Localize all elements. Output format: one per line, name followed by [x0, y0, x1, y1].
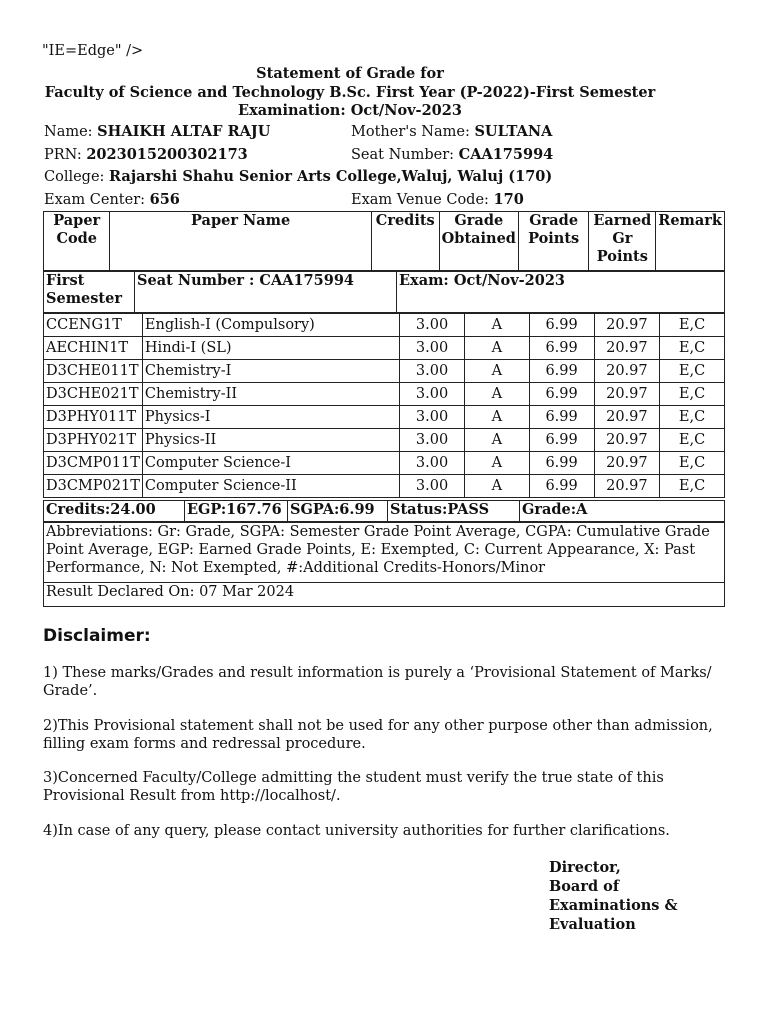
summary-credits: Credits:24.00 [44, 501, 185, 522]
semester-seat-number: Seat Number : CAA175994 [135, 272, 397, 313]
exam-center-value: 656 [149, 191, 180, 208]
prn-value: 2023015200302173 [86, 146, 248, 163]
signature-line-1: Director, [549, 859, 621, 876]
cell-credits: 3.00 [400, 452, 465, 475]
cell-credits: 3.00 [400, 360, 465, 383]
disclaimer-heading: Disclaimer: [43, 626, 151, 646]
cell-remark: E,C [660, 406, 725, 429]
cell-remark: E,C [660, 429, 725, 452]
stray-markup-text: "IE=Edge" /> [42, 43, 144, 59]
cell-earned-points: 20.97 [594, 452, 659, 475]
student-name: SHAIKH ALTAF RAJU [97, 123, 271, 140]
cell-earned-points: 20.97 [594, 475, 659, 498]
cell-credits: 3.00 [400, 383, 465, 406]
cell-paper-name: Computer Science-I [142, 452, 399, 475]
cell-grade-points: 6.99 [529, 406, 594, 429]
cell-grade: A [465, 383, 529, 406]
cell-earned-points: 20.97 [594, 360, 659, 383]
header-grade-obtained: Grade Obtained [439, 212, 518, 271]
title-line-1: Statement of Grade for [256, 65, 444, 82]
cell-remark: E,C [660, 337, 725, 360]
cell-remark: E,C [660, 383, 725, 406]
signature-line-4: Evaluation [549, 916, 636, 933]
cell-paper-name: Physics-II [142, 429, 399, 452]
seat-number-field: Seat Number: CAA175994 [351, 146, 554, 163]
disclaimer-item-3: 3)Concerned Faculty/College admitting the student must verify the true state of this Provisional Result from http://localhost/. [43, 770, 664, 804]
exam-venue-field: Exam Venue Code: 170 [351, 191, 524, 208]
cell-grade: A [465, 475, 529, 498]
cell-grade-points: 6.99 [529, 360, 594, 383]
mother-name: SULTANA [474, 123, 553, 140]
signature-line-2: Board of [549, 878, 620, 895]
summary-grade: Grade:A [520, 501, 725, 522]
college-field: College: Rajarshi Shahu Senior Arts College,Waluj, Waluj (170) [44, 168, 553, 185]
grade-table-header [43, 211, 725, 271]
cell-grade-points: 6.99 [529, 452, 594, 475]
table-row [44, 383, 725, 406]
cell-paper-name: English-I (Compulsory) [142, 314, 399, 337]
cell-earned-points: 20.97 [594, 314, 659, 337]
header-grade-points: Grade Points [518, 212, 588, 271]
prn-field: PRN: 2023015200302173 [44, 146, 248, 163]
disclaimer-heading-block [43, 627, 733, 645]
grade-rows [44, 314, 725, 498]
summary-sgpa: SGPA:6.99 [288, 501, 388, 522]
cell-paper-name: Chemistry-II [142, 383, 399, 406]
semester-header-table [43, 271, 725, 313]
cell-paper-code: AECHIN1T [44, 337, 143, 360]
semester-label: First Semester [44, 272, 135, 313]
signature-block [549, 858, 678, 934]
exam-venue-value: 170 [493, 191, 524, 208]
cell-grade-points: 6.99 [529, 429, 594, 452]
cell-remark: E,C [660, 475, 725, 498]
cell-paper-code: D3CHE021T [44, 383, 143, 406]
cell-paper-name: Hindi-I (SL) [142, 337, 399, 360]
table-row [44, 475, 725, 498]
disclaimer-item-4: 4)In case of any query, please contact university authorities for further clarifications. [43, 823, 670, 839]
header-remark: Remark [656, 212, 725, 271]
cell-credits: 3.00 [400, 314, 465, 337]
cell-grade: A [465, 337, 529, 360]
summary-egp: EGP:167.76 [185, 501, 288, 522]
table-row [44, 314, 725, 337]
table-row [44, 452, 725, 475]
cell-paper-code: D3CMP011T [44, 452, 143, 475]
table-row [44, 406, 725, 429]
name-field: Name: SHAIKH ALTAF RAJU [44, 123, 271, 140]
cell-credits: 3.00 [400, 406, 465, 429]
document-title [30, 65, 670, 121]
table-row [44, 337, 725, 360]
header-paper-name: Paper Name [110, 212, 371, 271]
cell-grade: A [465, 360, 529, 383]
cell-grade: A [465, 452, 529, 475]
semester-exam: Exam: Oct/Nov-2023 [397, 272, 725, 313]
cell-remark: E,C [660, 360, 725, 383]
title-line-3: Examination: Oct/Nov-2023 [238, 102, 462, 119]
disclaimer-item-2: 2)This Provisional statement shall not be used for any other purpose other than admission, filling exam forms and redressal procedure. [43, 718, 713, 752]
cell-paper-name: Chemistry-I [142, 360, 399, 383]
abbreviations-table [43, 522, 725, 583]
cell-paper-code: D3PHY021T [44, 429, 143, 452]
cell-grade-points: 6.99 [529, 475, 594, 498]
header-paper-code: Paper Code [44, 212, 110, 271]
cell-paper-code: D3CMP021T [44, 475, 143, 498]
cell-grade: A [465, 406, 529, 429]
cell-grade-points: 6.99 [529, 383, 594, 406]
exam-center-field: Exam Center: 656 [44, 191, 180, 208]
signature-line-3: Examinations & [549, 897, 678, 914]
cell-credits: 3.00 [400, 475, 465, 498]
cell-credits: 3.00 [400, 429, 465, 452]
table-row [44, 360, 725, 383]
seat-number-value: CAA175994 [458, 146, 554, 163]
cell-grade-points: 6.99 [529, 314, 594, 337]
cell-earned-points: 20.97 [594, 406, 659, 429]
cell-earned-points: 20.97 [594, 429, 659, 452]
disclaimer-item-1: 1) These marks/Grades and result information is purely a ‘Provisional Statement of Marks/ Grade’. [43, 665, 712, 699]
cell-grade: A [465, 429, 529, 452]
cell-remark: E,C [660, 314, 725, 337]
summary-status: Status:PASS [388, 501, 520, 522]
cell-grade: A [465, 314, 529, 337]
mother-name-field: Mother's Name: SULTANA [351, 123, 553, 140]
cell-paper-code: D3CHE011T [44, 360, 143, 383]
cell-remark: E,C [660, 452, 725, 475]
grades-table [43, 313, 725, 498]
cell-earned-points: 20.97 [594, 383, 659, 406]
header-credits: Credits [371, 212, 439, 271]
abbreviations-text: Abbreviations: Gr: Grade, SGPA: Semester Grade Point Average, CGPA: Cumulative Grade Point Average, EGP: Earned Grade Points, E: Exempted, C: Current Appearance, X: Past Performance, N: Not Exempted, #:Additional Credits-Honors/Minor [44, 523, 725, 583]
result-declared-table [43, 582, 725, 607]
cell-paper-name: Physics-I [142, 406, 399, 429]
cell-paper-name: Computer Science-II [142, 475, 399, 498]
result-declared-date: Result Declared On: 07 Mar 2024 [44, 583, 725, 607]
cell-earned-points: 20.97 [594, 337, 659, 360]
cell-paper-code: CCENG1T [44, 314, 143, 337]
cell-credits: 3.00 [400, 337, 465, 360]
table-row [44, 429, 725, 452]
college-value: Rajarshi Shahu Senior Arts College,Waluj, Waluj (170) [109, 168, 553, 185]
title-line-2: Faculty of Science and Technology B.Sc. First Year (P-2022)-First Semester [44, 83, 656, 101]
summary-table [43, 500, 725, 522]
cell-grade-points: 6.99 [529, 337, 594, 360]
cell-paper-code: D3PHY011T [44, 406, 143, 429]
header-earned-gr-points: Earned Gr Points [589, 212, 656, 271]
